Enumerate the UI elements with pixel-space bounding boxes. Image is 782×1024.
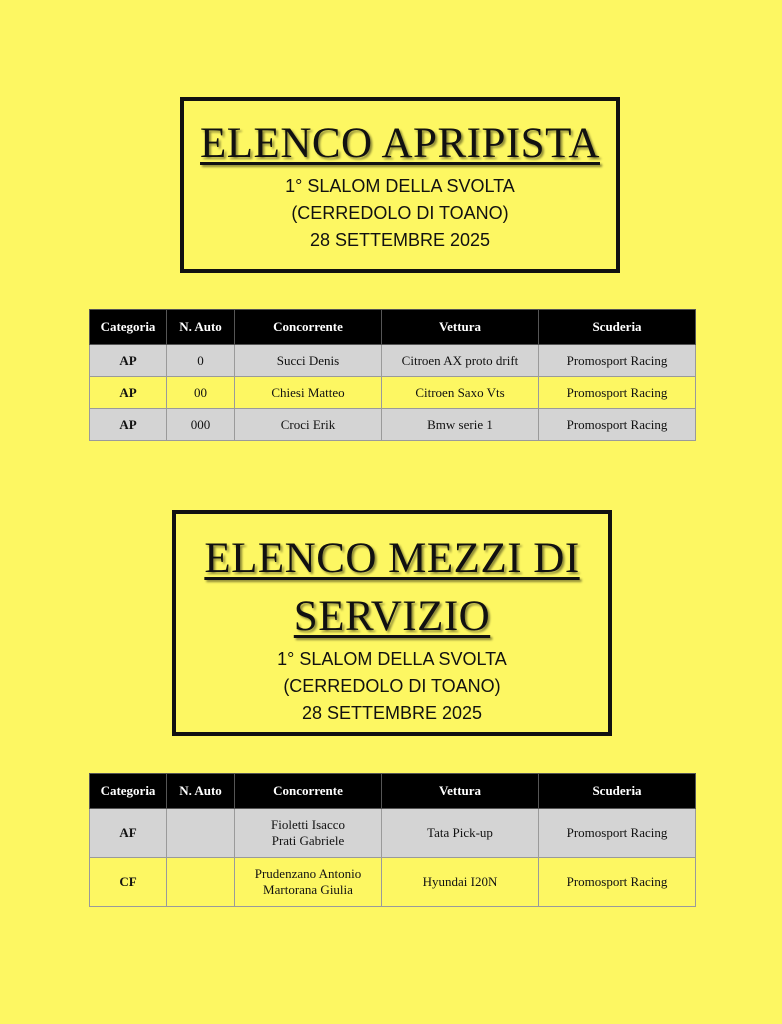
cell-categoria: CF xyxy=(90,858,167,907)
cell-vettura: Tata Pick-up xyxy=(382,809,539,858)
header-categoria: Categoria xyxy=(90,774,167,809)
cell-vettura: Citroen Saxo Vts xyxy=(382,377,539,409)
mezzi-servizio-table xyxy=(89,773,696,907)
cell-vettura: Citroen AX proto drift xyxy=(382,345,539,377)
cell-n-auto: 0 xyxy=(167,345,235,377)
header-categoria: Categoria xyxy=(90,310,167,345)
cell-categoria: AP xyxy=(90,409,167,441)
cell-n-auto: 000 xyxy=(167,409,235,441)
table-row xyxy=(90,858,696,907)
cell-scuderia: Promosport Racing xyxy=(539,809,696,858)
cell-n-auto xyxy=(167,809,235,858)
header-concorrente: Concorrente xyxy=(235,774,382,809)
apripista-table xyxy=(89,309,696,441)
concorrente-name: Martorana Giulia xyxy=(263,882,353,897)
cell-concorrente: Succi Denis xyxy=(235,345,382,377)
table-row xyxy=(90,345,696,377)
header-concorrente: Concorrente xyxy=(235,310,382,345)
concorrente-name: Prudenzano Antonio xyxy=(254,866,362,881)
event-location: (CERREDOLO DI TOANO) xyxy=(283,676,501,696)
cell-scuderia: Promosport Racing xyxy=(539,345,696,377)
cell-concorrente xyxy=(235,809,382,858)
event-date: 28 SETTEMBRE 2025 xyxy=(309,230,491,250)
title-line: ELENCO MEZZI DI xyxy=(204,535,580,582)
cell-categoria: AP xyxy=(90,345,167,377)
concorrente-name: Fioletti Isacco xyxy=(270,817,345,832)
header-scuderia: Scuderia xyxy=(539,774,696,809)
event-name: 1° SLALOM DELLA SVOLTA xyxy=(285,176,515,196)
title-mezzi-servizio xyxy=(176,530,608,646)
table-header-row xyxy=(90,774,696,809)
cell-n-auto xyxy=(167,858,235,907)
cell-concorrente: Croci Erik xyxy=(235,409,382,441)
cell-n-auto: 00 xyxy=(167,377,235,409)
cell-vettura: Bmw serie 1 xyxy=(382,409,539,441)
event-name: 1° SLALOM DELLA SVOLTA xyxy=(277,649,507,669)
cell-categoria: AF xyxy=(90,809,167,858)
header-vettura: Vettura xyxy=(382,774,539,809)
title-box-mezzi-servizio xyxy=(172,510,612,736)
header-vettura: Vettura xyxy=(382,310,539,345)
cell-scuderia: Promosport Racing xyxy=(539,858,696,907)
header-scuderia: Scuderia xyxy=(539,310,696,345)
cell-concorrente: Chiesi Matteo xyxy=(235,377,382,409)
table-row xyxy=(90,377,696,409)
cell-scuderia: Promosport Racing xyxy=(539,409,696,441)
title-apripista: ELENCO APRIPISTA xyxy=(200,120,600,167)
cell-concorrente xyxy=(235,858,382,907)
concorrente-name: Prati Gabriele xyxy=(271,833,345,848)
title-box-apripista xyxy=(180,97,620,273)
title-line: SERVIZIO xyxy=(293,593,491,640)
table-row xyxy=(90,409,696,441)
event-location: (CERREDOLO DI TOANO) xyxy=(291,203,509,223)
table-header-row xyxy=(90,310,696,345)
cell-scuderia: Promosport Racing xyxy=(539,377,696,409)
cell-vettura: Hyundai I20N xyxy=(382,858,539,907)
table-row xyxy=(90,809,696,858)
event-date: 28 SETTEMBRE 2025 xyxy=(301,703,483,723)
cell-categoria: AP xyxy=(90,377,167,409)
header-n-auto: N. Auto xyxy=(167,310,235,345)
header-n-auto: N. Auto xyxy=(167,774,235,809)
